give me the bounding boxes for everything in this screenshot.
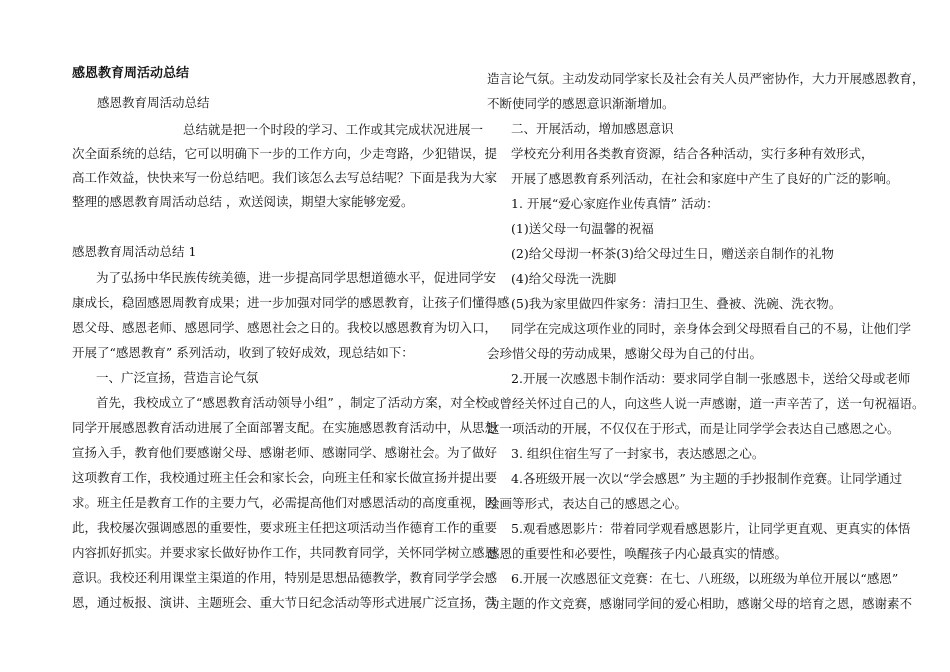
intro-line: 整理的感恩教育周活动总结 ，欢送阅读，期望大家能够宠爱。 xyxy=(72,194,414,209)
paragraph-line: 学校充分利用各类教育资源，结合各种活动，实行多种有效形式， xyxy=(511,146,874,161)
paragraph-line: 开展了“感恩教育” 系列活动，收到了较好成效，现总结如下： xyxy=(72,345,414,360)
list-item: (1)送父母一句温馨的祝福 xyxy=(511,221,654,236)
paragraph-line: 恩，通过板报、演讲、主题班会、重大节日纪念活动等形式进展广泛宣扬，营 xyxy=(72,595,498,610)
paragraph-line: 2.开展一次感恩卡制作活动：要求同学自制一张感恩卡，送给父母或老师 xyxy=(511,371,911,386)
paragraph-line: 造言论气氛。主动发动同学家长及社会有关人员严密协作，大力开展感恩教育， xyxy=(487,71,925,86)
intro-line: 次全面系统的总结，它可以明确下一步的工作方向，少走弯路，少犯错误，提 xyxy=(72,146,498,161)
intro-line: 总结就是把一个时段的学习、工作或其完成状况进展一 xyxy=(183,122,484,137)
paragraph-line: 4.各班级开展一次以“学会感恩” 为主题的手抄报制作竞赛。让同学通过 xyxy=(511,471,903,486)
paragraph-line: 为主题的作文竞赛，感谢同学间的爱心相助，感谢父母的培育之恩，感谢素不 xyxy=(487,596,913,611)
paragraph-line: 开展了感恩教育系列活动，在社会和家庭中产生了良好的广泛的影响。 xyxy=(511,171,899,186)
paragraph-line: 意识。我校还利用课堂主渠道的作用，特别是思想品德教学，教育同学学会感 xyxy=(72,570,498,585)
paragraph-line: 恩父母、感恩老师、感恩同学、感恩社会之日的。我校以感恩教育为切入口， xyxy=(72,320,498,335)
paragraph-line: 6.开展一次感恩征文竞赛：在七、八班级，以班级为单位开展以“感恩” xyxy=(511,571,899,586)
paragraph-line: 内容抓好抓实。并要求家长做好协作工作，共同教育同学，关怀同学树立感恩 xyxy=(72,545,498,560)
list-item: (2)给父母沏一杯茶(3)给父母过生日，赠送亲自制作的礼物 xyxy=(511,246,834,261)
paragraph-line: 会珍惜父母的劳动成果，感谢父母为自己的付出。 xyxy=(487,346,763,361)
intro-line: 高工作效益，快快来写一份总结吧。我们该怎么去写总结呢？下面是我为大家 xyxy=(72,170,498,185)
list-heading: 1. 开展“爱心家庭作业传真情” 活动： xyxy=(511,196,719,211)
list-item: (5)我为家里做四件家务：清扫卫生、叠被、洗碗、洗衣物。 xyxy=(511,296,842,311)
paragraph-line: 为了弘扬中华民族传统美德，进一步提高同学思想道德水平，促进同学安 xyxy=(96,270,497,285)
document-title: 感恩教育周活动总结 xyxy=(72,66,190,81)
paragraph-line: 不断使同学的感恩意识渐渐增加。 xyxy=(487,96,675,111)
list-item: (4)给父母洗一洗脚 xyxy=(511,271,617,286)
paragraph-line: 3. 组织住宿生写了一封家书，表达感恩之心。 xyxy=(511,446,765,461)
paragraph-line: 5.观看感恩影片：带着同学观看感恩影片，让同学更直观、更真实的体悟 xyxy=(511,521,911,536)
subsection-heading: 一、广泛宣扬，营造言论气氛 xyxy=(96,370,259,385)
paragraph-line: 这项教育工作，我校通过班主任会和家长会，向班主任和家长做宣扬并提出要 xyxy=(72,470,498,485)
paragraph-line: 此，我校屡次强调感恩的重要性，要求班主任把这项活动当作德育工作的重要 xyxy=(72,520,498,535)
section-heading: 感恩教育周活动总结 1 xyxy=(72,244,197,259)
paragraph-line: 感恩的重要性和必要性，唤醒孩子内心最真实的情感。 xyxy=(487,546,788,561)
paragraph-line: 首先，我校成立了“感恩教育活动领导小组” ，制定了活动方案，对全校 xyxy=(96,395,488,410)
paragraph-line: 宣扬入手，教育他们要感谢父母、感谢老师、感谢同学、感谢社会。为了做好 xyxy=(72,445,498,460)
subtitle: 感恩教育周活动总结 xyxy=(97,95,210,110)
paragraph-line: 这一项活动的开展，不仅仅在于形式，而是让同学学会表达自己感恩之心。 xyxy=(487,421,900,436)
subsection-heading: 二、开展活动，增加感恩意识 xyxy=(511,121,674,136)
paragraph-line: 同学在完成这项作业的同时，亲身体会到父母照看自己的不易，让他们学 xyxy=(511,321,912,336)
paragraph-line: 求。班主任是教育工作的主要力气，必需提高他们对感恩活动的高度重视，因 xyxy=(72,495,498,510)
paragraph-line: 或曾经关怀过自己的人，向这些人说一声感谢，道一声辛苦了，送一句祝福语。 xyxy=(487,396,925,411)
paragraph-line: 康成长，稳固感恩周教育成果；进一步加强对同学的感恩教育，让孩子们懂得感 xyxy=(72,295,510,310)
paragraph-line: 同学开展感恩教育活动进展了全面部署支配。在实施感恩教育活动中，从思想 xyxy=(72,420,498,435)
paragraph-line: 绘画等形式，表达自己的感恩之心。 xyxy=(487,496,688,511)
